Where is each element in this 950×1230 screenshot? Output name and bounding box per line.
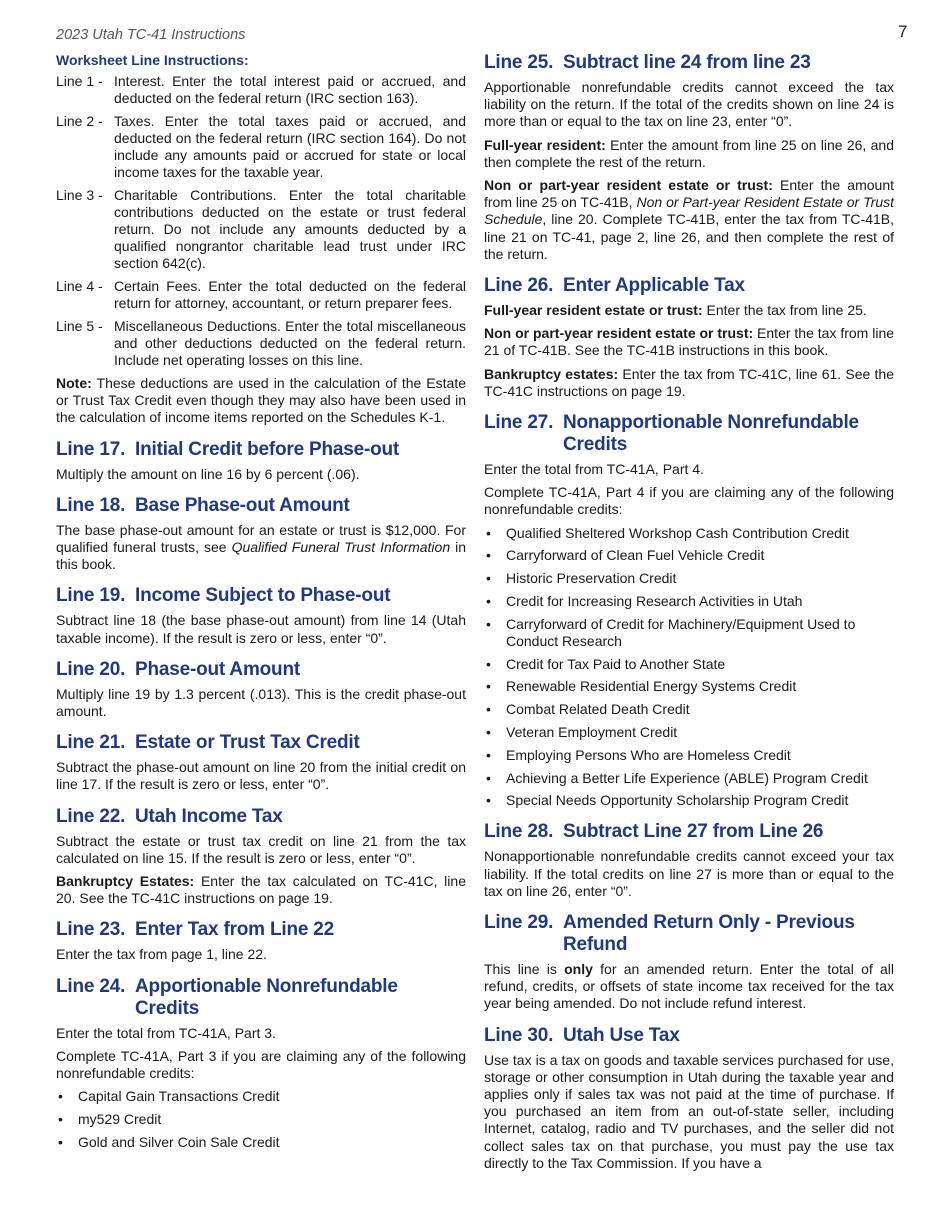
worksheet-title: Worksheet Line Instructions: — [56, 52, 249, 68]
line-title: Utah Income Tax — [135, 805, 283, 827]
list-item: • Gold and Silver Coin Sale Credit — [56, 1134, 466, 1151]
line-24-credit-list — [56, 1088, 466, 1151]
running-head: 2023 Utah TC-41 Instructions — [56, 27, 246, 43]
line-17-heading — [56, 439, 466, 461]
worksheet-note — [56, 375, 466, 427]
line-title: Estate or Trust Tax Credit — [135, 732, 360, 754]
line-number: Line 17. — [56, 438, 126, 460]
worksheet-row-text: Charitable Contributions. Enter the total charitable contributions deducted on the estate or trust federal return. Do not include any amounts deducted by a qualified nongrantor charitable lead trust under IRC section 642(c). — [114, 187, 466, 271]
line-title: Enter Applicable Tax — [563, 275, 745, 297]
list-item: • Veteran Employment Credit — [484, 724, 894, 741]
bold-label: Non or part-year resident estate or trust: — [484, 177, 773, 194]
line-26-full-year — [484, 302, 894, 319]
text-segment: , line 20. Complete TC-41B, enter the tax from TC-41B, line 21 on TC-41, page 2, line 26, and then complete the rest of the return. — [484, 211, 894, 262]
worksheet-row-label: Line 2 - — [56, 113, 103, 129]
line-title: Base Phase-out Amount — [135, 494, 350, 516]
line-21-heading — [56, 732, 466, 754]
line-number: Line 29. — [484, 912, 554, 934]
text-segment: This line is — [484, 961, 565, 978]
line-26-part-year — [484, 325, 894, 359]
line-19-text: Subtract line 18 (the base phase-out amount) from line 14 (Utah taxable income). If the result is zero or less, enter “0”. — [56, 612, 466, 646]
line-number: Line 22. — [56, 805, 126, 827]
line-number: Line 20. — [56, 658, 126, 680]
italic-reference: Non or Part-year Resident Estate or Trust Schedule — [484, 194, 894, 228]
list-item: • my529 Credit — [56, 1111, 466, 1128]
line-27-heading — [484, 412, 894, 456]
text-segment: for an amended return. Enter the total of all refund, credits, or offsets of state income tax received for the tax year being amended. Do not include refund interest. — [484, 961, 895, 1012]
worksheet-row-text: Taxes. Enter the total taxes paid or accrued, and deducted on the federal return (IRC section 164). Do not include any amounts paid or accrued for state or local income taxes for the taxable year. — [114, 113, 466, 180]
line-20-text: Multiply line 19 by 1.3 percent (.013). This is the credit phase-out amount. — [56, 685, 466, 720]
line-18-heading — [56, 495, 466, 517]
bold-label: Non or part-year resident estate or trust: — [484, 325, 754, 342]
line-number: Line 27. — [484, 412, 554, 434]
line-title: Subtract Line 27 from Line 26 — [563, 821, 824, 843]
line-30-text: Use tax is a tax on goods and taxable services purchased for use, storage or other consumption in Utah during the taxable year and applies only if sales tax was not paid at the time of purchase. If you purchased an item from an out-of-state seller, including Internet, catalog, radio and TV purchases, and the seller did not collect sales tax on that purchase, you must pay the use tax directly to the Tax Commission. If you have a — [484, 1051, 894, 1171]
line-number: Line 26. — [484, 275, 554, 297]
list-item: • Credit for Increasing Research Activities in Utah — [484, 593, 894, 610]
line-title: Apportionable Nonrefundable Credits — [135, 975, 398, 1019]
note-text: These deductions are used in the calculation of the Estate or Trust Tax Credit even though they may also have been used in the calculation of income items reported on the Schedules K-1. — [56, 375, 466, 426]
line-24-heading — [56, 976, 466, 1020]
line-number: Line 19. — [56, 585, 126, 607]
page-number: 7 — [898, 22, 908, 41]
right-column — [484, 52, 894, 1178]
line-22-text: Subtract the estate or trust tax credit on line 21 from the tax calculated on line 15. If the result is zero or less, enter “0”. — [56, 832, 466, 866]
italic-reference: Qualified Funeral Trust Information — [231, 539, 451, 556]
list-item: • Qualified Sheltered Workshop Cash Contribution Credit — [484, 525, 894, 542]
line-29-text — [484, 961, 894, 1013]
line-26-bankruptcy — [484, 366, 894, 400]
line-title: Subtract line 24 from line 23 — [563, 52, 811, 73]
line-17-text: Multiply the amount on line 16 by 6 percent (.06). — [56, 465, 360, 482]
line-title: Utah Use Tax — [563, 1024, 680, 1046]
list-item: • Renewable Residential Energy Systems Credit — [484, 678, 894, 695]
line-18-text — [56, 522, 466, 574]
line-title: Initial Credit before Phase-out — [135, 438, 400, 460]
bold-emphasis: only — [564, 961, 593, 978]
line-22-bankruptcy — [56, 873, 466, 907]
list-item: • Capital Gain Transactions Credit — [56, 1088, 466, 1105]
line-25-part-year — [484, 177, 894, 263]
list-item: • Credit for Tax Paid to Another State — [484, 656, 894, 673]
bold-label: Full-year resident estate or trust: — [484, 302, 703, 319]
worksheet-row — [56, 187, 466, 272]
list-item: • Employing Persons Who are Homeless Credit — [484, 747, 894, 764]
line-26-heading — [484, 275, 894, 297]
bold-label: Bankruptcy Estates: — [56, 873, 195, 890]
line-number: Line 21. — [56, 732, 126, 754]
line-title: Income Subject to Phase-out — [135, 585, 391, 607]
line-25-full-year — [484, 137, 894, 171]
text-segment: Enter the amount from line 25 on TC-41B, — [484, 177, 894, 211]
worksheet-row-text: Certain Fees. Enter the total deducted on the federal return for attorney, accountant, or return preparer fees. — [114, 278, 466, 311]
line-number: Line 23. — [56, 919, 126, 941]
worksheet-row-label: Line 4 - — [56, 278, 103, 294]
line-19-heading — [56, 585, 466, 607]
line-21-text: Subtract the phase-out amount on line 20 from the initial credit on line 17. If the result is zero or less, enter “0”. — [56, 759, 466, 793]
worksheet-row-text: Interest. Enter the total interest paid or accrued, and deducted on the federal return (IRC section 163). — [114, 73, 466, 106]
line-title: Nonapportionable Nonrefundable Credits — [563, 412, 859, 456]
list-item: • Carryforward of Credit for Machinery/Equipment Used to Conduct Research — [484, 616, 894, 650]
line-25-text: Apportionable nonrefundable credits cannot exceed the tax liability on the return. If the total of the credits shown on line 24 is more than or equal to the tax on line 23, enter “0”. — [484, 79, 894, 130]
bold-label: Bankruptcy estates: — [484, 365, 619, 382]
text-segment: The base phase-out amount for an estate or trust is $12,000. For qualified funeral trusts, see — [56, 521, 466, 556]
note-label: Note: — [56, 375, 92, 391]
line-20-heading — [56, 659, 466, 681]
line-number: Line 28. — [484, 821, 554, 843]
text-segment: Enter the tax from line 21 of TC-41B. See the TC-41B instructions in this book. — [484, 325, 895, 359]
text-segment: Enter the tax from line 25. — [702, 302, 867, 319]
line-number: Line 25. — [484, 52, 554, 73]
list-item: • Achieving a Better Life Experience (ABLE) Program Credit — [484, 770, 894, 787]
line-title: Phase-out Amount — [135, 658, 300, 680]
worksheet-row — [56, 73, 466, 107]
line-24-intro: Complete TC-41A, Part 3 if you are claiming any of the following nonrefundable credits: — [56, 1047, 466, 1082]
line-number: Line 30. — [484, 1024, 554, 1046]
line-28-text: Nonapportionable nonrefundable credits cannot exceed your tax liability. If the total credits on line 27 is more than or equal to the tax on line 26, enter “0”. — [484, 848, 894, 899]
worksheet-row — [56, 278, 466, 312]
left-column — [56, 52, 466, 1157]
line-22-heading — [56, 806, 466, 828]
line-title: Amended Return Only - Previous Refund — [563, 912, 855, 956]
line-23-heading — [56, 919, 466, 941]
list-item: • Special Needs Opportunity Scholarship Program Credit — [484, 792, 894, 809]
worksheet-row-text: Miscellaneous Deductions. Enter the total miscellaneous and other deductions deducted on the federal return. Include net operating losses on this line. — [114, 318, 466, 368]
text-segment: Enter the tax calculated on TC-41C, line 20. See the TC-41C instructions on page 19. — [56, 873, 466, 907]
line-title: Enter Tax from Line 22 — [135, 919, 335, 941]
worksheet-row-label: Line 5 - — [56, 318, 103, 334]
line-27-credit-list — [484, 525, 894, 810]
bold-label: Full-year resident: — [484, 136, 606, 153]
worksheet-row-label: Line 1 - — [56, 73, 103, 89]
list-item: • Combat Related Death Credit — [484, 701, 894, 718]
text-segment: Enter the tax from TC-41C, line 61. See the TC-41C instructions on page 19. — [484, 365, 894, 399]
worksheet-row-label: Line 3 - — [56, 187, 103, 203]
line-28-heading — [484, 821, 894, 843]
line-number: Line 18. — [56, 494, 126, 516]
line-30-heading — [484, 1025, 894, 1047]
line-25-heading — [484, 52, 894, 74]
line-29-heading — [484, 912, 894, 956]
list-item: • Carryforward of Clean Fuel Vehicle Credit — [484, 547, 894, 564]
line-27-text: Enter the total from TC-41A, Part 4. — [484, 461, 704, 478]
list-item: • Historic Preservation Credit — [484, 570, 894, 587]
text-segment: Enter the amount from line 25 on line 26, and then complete the rest of the return. — [484, 136, 894, 170]
line-27-intro: Complete TC-41A, Part 4 if you are claiming any of the following nonrefundable credits: — [484, 484, 894, 518]
line-number: Line 24. — [56, 975, 126, 997]
text-segment: in this book. — [56, 539, 466, 573]
worksheet-row — [56, 318, 466, 369]
worksheet-row — [56, 113, 466, 181]
line-23-text: Enter the tax from page 1, line 22. — [56, 946, 267, 963]
line-24-text: Enter the total from TC-41A, Part 3. — [56, 1024, 276, 1041]
